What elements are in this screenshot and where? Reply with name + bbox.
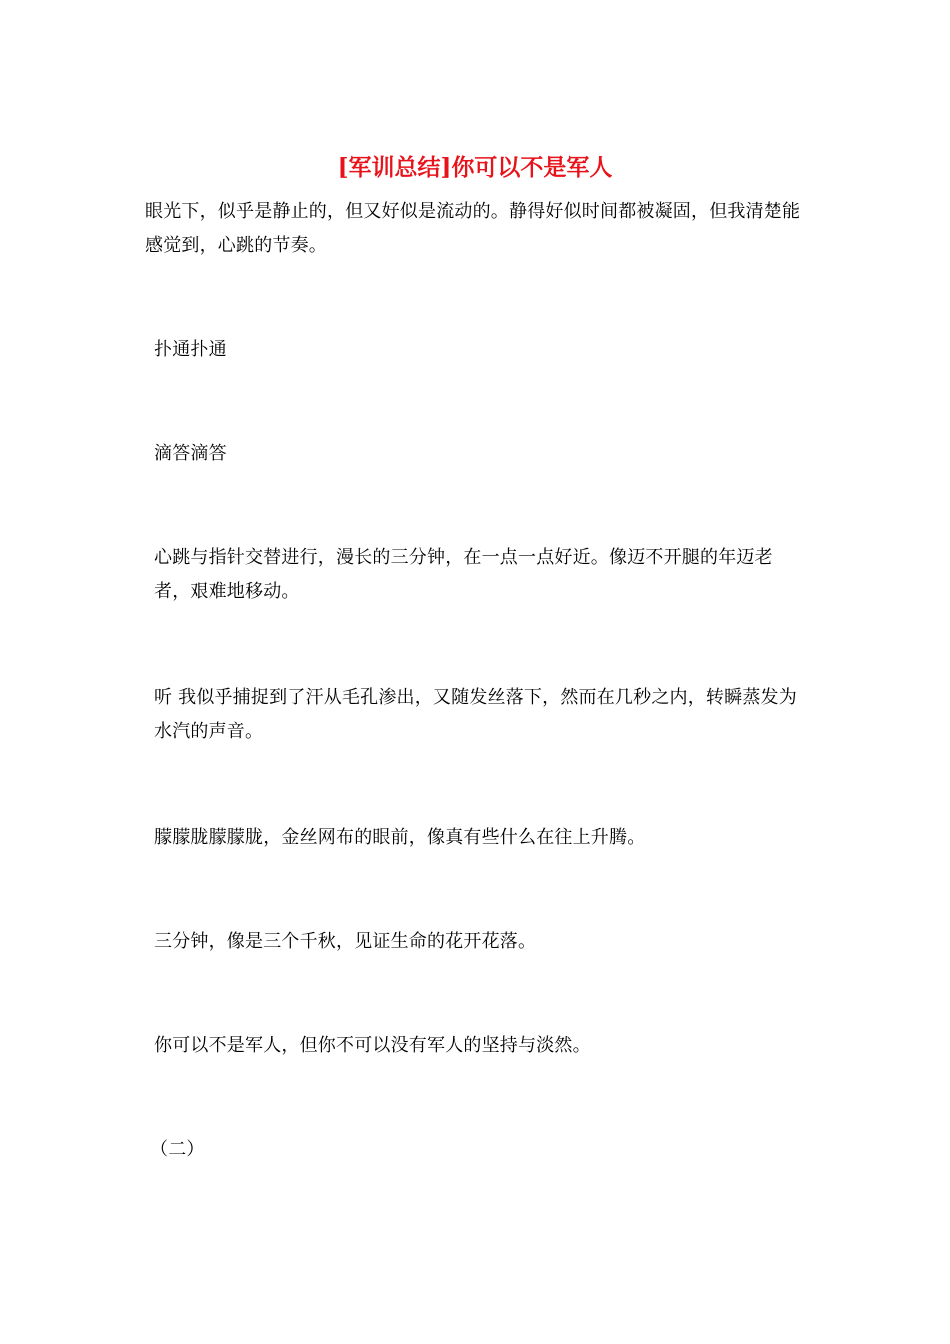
document-title: [军训总结]你可以不是军人 [337,154,613,181]
paragraph-8: 你可以不是军人，但你不可以没有军人的坚持与淡然。 [154,1035,591,1056]
section-marker: （二） [150,1139,205,1160]
paragraph-2: 扑通扑通 [154,339,227,360]
paragraph-3: 滴答滴答 [154,443,227,464]
paragraph-6: 朦朦胧朦朦胧，金丝网布的眼前，像真有些什么在往上升腾。 [154,827,646,848]
paragraph-1: 眼光下，似乎是静止的，但又好似是流动的。静得好似时间都被凝固，但我清楚能感觉到，心跳的节奏。 [145,201,801,256]
paragraph-7: 三分钟，像是三个千秋，见证生命的花开花落。 [154,931,537,952]
paragraph-4: 心跳与指针交替进行，漫长的三分钟，在一点一点好近。像迈不开腿的年迈老者，艰难地移动。 [154,547,773,602]
paragraph-5: 听 我似乎捕捉到了汗从毛孔渗出，又随发丝落下，然而在几秒之内，转瞬蒸发为水汽的声音。 [154,687,797,742]
